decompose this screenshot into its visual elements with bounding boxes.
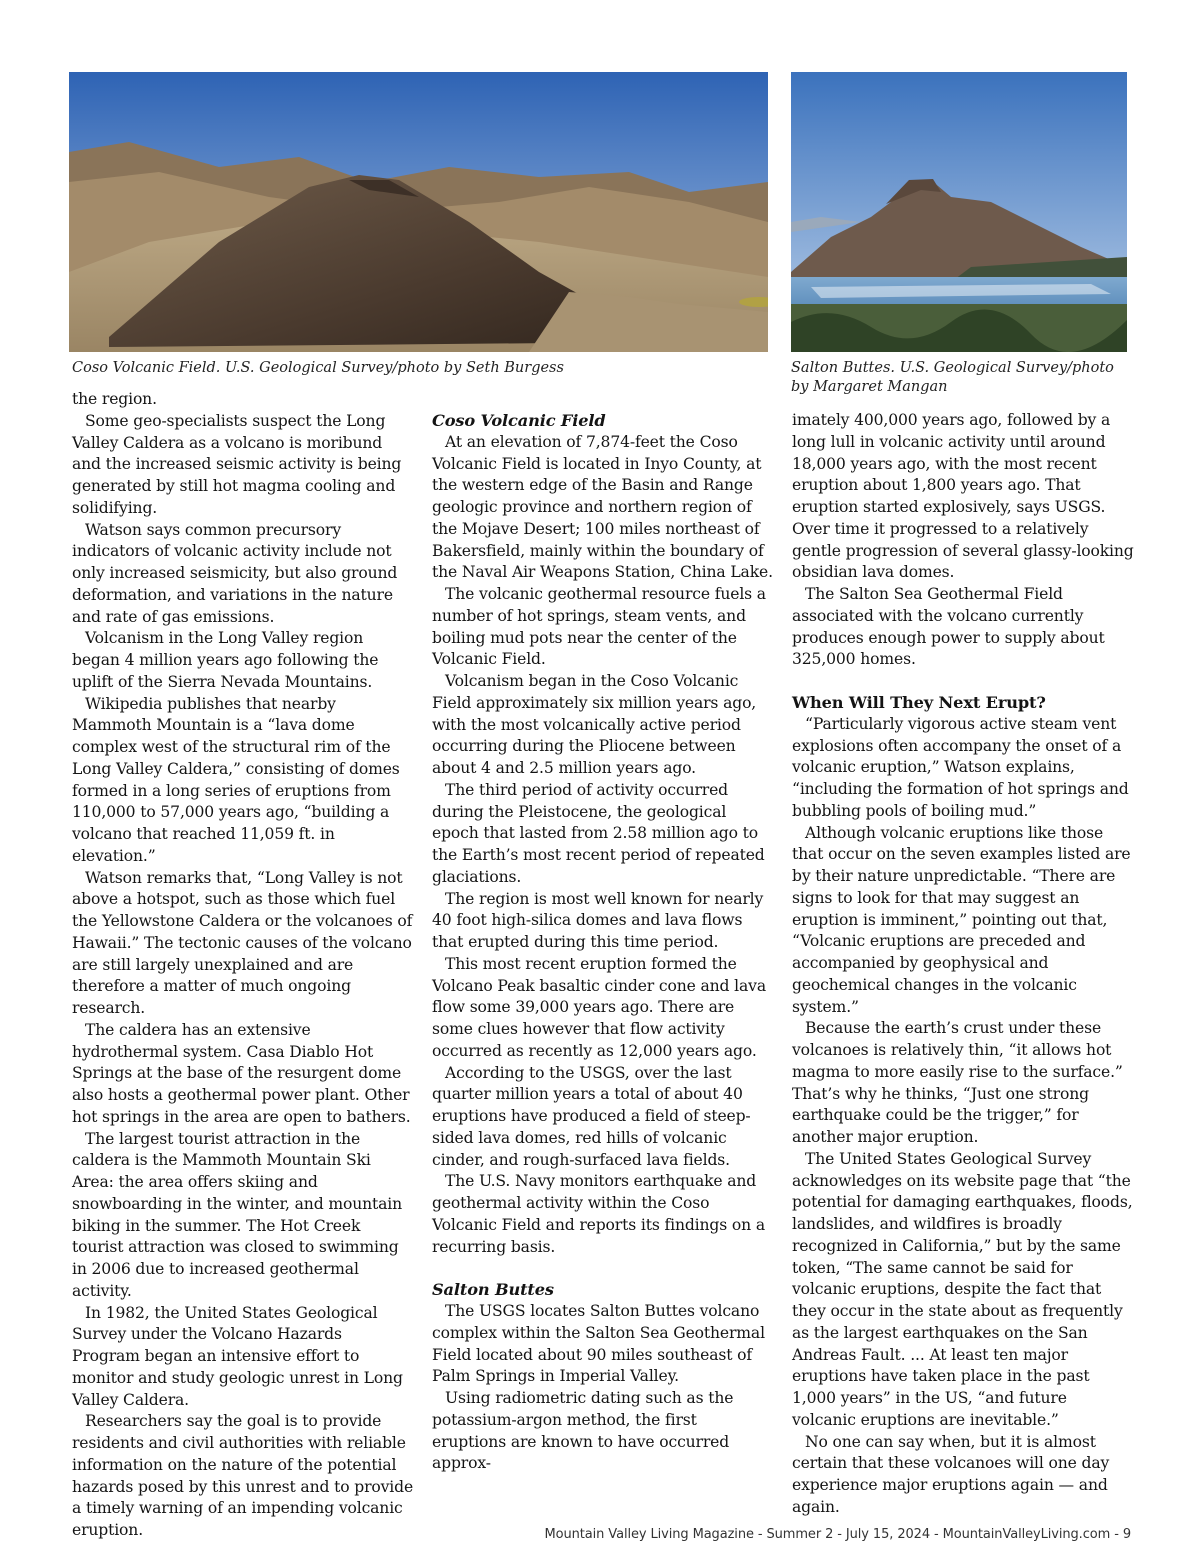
paragraph: Although volcanic eruptions like those that occur on the seven examples listed are by their nature unpredictable. “There are signs to look for that may suggest an eruption is imminent,” pointing out that, “Volcanic eruptions are preceded and accompanied by geophysical and geochemical changes in the volcanic system.” (792, 823, 1131, 1016)
paragraph: The third period of activity occurred during the Pleistocene, the geological epoch that lasted from 2.58 million ago to the Earth’s most recent period of repeated glaciations. (432, 780, 765, 886)
paragraph: Wikipedia publishes that nearby Mammoth Mountain is a “lava dome complex west of the structural rim of the Long Valley Caldera,” consisting of domes formed in a long series of eruptions from 110,000 to 57,000 years ago, “building a volcano that reached 11,059 ft. in elevation.” (72, 694, 400, 865)
paragraph: Researchers say the goal is to provide residents and civil authorities with reliable information on the nature of the potential hazards posed by this unrest and to provide a timely warning of an impending volcanic eruption. (72, 1412, 414, 1539)
paragraph: The largest tourist attraction in the caldera is the Mammoth Mountain Ski Area: the area offers skiing and snowboarding in the winter, and mountain biking in the summer. The Hot Creek tourist attraction was closed to swimming in 2006 due to increased geothermal activity. (72, 1129, 402, 1300)
paragraph: The region is most well known for nearly 40 foot high-silica domes and lava flows that erupted during this time period. (432, 889, 764, 951)
paragraph: The volcanic geothermal resource fuels a number of hot springs, steam vents, and boiling mud pots near the center of the Volcanic Field. (432, 585, 766, 669)
page-footer: Mountain Valley Living Magazine - Summer 2 - July 15, 2024 - MountainValleyLiving.com - 9 (544, 1527, 1131, 1542)
paragraph: No one can say when, but it is almost certain that these volcanoes will one day experience major eruptions again — and again. (792, 1432, 1110, 1516)
paragraph: The U.S. Navy monitors earthquake and geothermal activity within the Coso Volcanic Field and reports its findings on a recurring basis. (432, 1172, 765, 1256)
section-heading-next-erupt: When Will They Next Erupt? (792, 693, 1046, 712)
paragraph: At an elevation of 7,874-feet the Coso Volcanic Field is located in Inyo County, at the western edge of the Basin and Range geologic province and northern region of the Mojave Desert; 100 miles northeast of Bakersfield, mainly within the boundary of the Naval Air Weapons Station, China Lake. (432, 432, 773, 582)
paragraph: “Particularly vigorous active steam vent explosions often accompany the onset of a volcanic eruption,” Watson explains, “including the formation of hot springs and bubbling pools of boiling mud.” (792, 714, 1129, 820)
paragraph: Volcanism in the Long Valley region began 4 million years ago following the uplift of the Sierra Nevada Mountains. (72, 629, 379, 691)
article-column-1 (72, 389, 414, 1542)
paragraph: The United States Geological Survey acknowledges on its website page that “the potential for damaging earthquakes, floods, landslides, and wildfires is broadly recognized in California,” but by the same token, “The same cannot be said for volcanic eruptions, despite the fact that they occur in the state about as frequently as the largest earthquakes on the San Andreas Fault. ... At least ten major eruptions have taken place in the past 1,000 years” in the US, “and future volcanic eruptions are inevitable.” (792, 1149, 1133, 1429)
section-heading-coso: Coso Volcanic Field (432, 411, 606, 430)
coso-volcanic-field-photo (69, 72, 768, 352)
paragraph: Using radiometric dating such as the potassium-argon method, the first eruptions are known to have occurred approx- (432, 1389, 734, 1473)
paragraph: The USGS locates Salton Buttes volcano complex within the Salton Sea Geothermal Field located about 90 miles southeast of Palm Springs in Imperial Valley. (432, 1302, 765, 1386)
salton-photo-caption: Salton Buttes. U.S. Geological Survey/photo by Margaret Mangan (791, 360, 1114, 395)
paragraph: Because the earth’s crust under these volcanoes is relatively thin, “it allows hot magma to more easily rise to the surface.” That’s why he thinks, “Just one strong earthquake could be the trigger,” for another major eruption. (792, 1019, 1123, 1146)
paragraph: The Salton Sea Geothermal Field associated with the volcano currently produces enough power to supply about 325,000 homes. (792, 585, 1105, 669)
paragraph: the region. (72, 390, 157, 408)
article-column-2 (432, 410, 774, 1475)
paragraph: imately 400,000 years ago, followed by a long lull in volcanic activity until around 18,000 years ago, with the most recent eruption about 1,800 years ago. That eruption started explosively, says USGS. Over time it progressed to a relatively gentle progression of several glassy-looking obsidian lava domes. (792, 411, 1134, 582)
article-column-3 (792, 410, 1134, 1519)
paragraph: Watson says common precursory indicators of volcanic activity include not only increased seismicity, but also ground deformation, and variations in the nature and rate of gas emissions. (72, 520, 398, 626)
paragraph: Volcanism began in the Coso Volcanic Field approximately six million years ago, with the most volcanically active period occurring during the Pliocene between about 4 and 2.5 million years ago. (432, 672, 757, 777)
paragraph: The caldera has an extensive hydrothermal system. Casa Diablo Hot Springs at the base of the resurgent dome also hosts a geothermal power plant. Other hot springs in the area are open to bathers. (72, 1020, 411, 1126)
paragraph: In 1982, the United States Geological Survey under the Volcano Hazards Program began an intensive effort to monitor and study geologic unrest in Long Valley Caldera. (72, 1303, 403, 1409)
salton-photo-illustration (791, 72, 1127, 352)
paragraph: Watson remarks that, “Long Valley is not above a hotspot, such as those which fuel the Yellowstone Caldera or the volcanoes of Hawaii.” The tectonic causes of the volcano are still largely unexplained and are therefore a matter of much ongoing research. (72, 868, 413, 1017)
section-heading-salton: Salton Buttes (432, 1280, 554, 1300)
paragraph: According to the USGS, over the last quarter million years a total of about 40 eruptions have produced a field of steep-sided lava domes, red hills of volcanic cinder, and rough-surfaced lava fields. (432, 1063, 751, 1169)
coso-photo-illustration (69, 72, 768, 352)
salton-buttes-photo (791, 72, 1127, 352)
coso-photo-caption: Coso Volcanic Field. U.S. Geological Survey/photo by Seth Burgess (72, 360, 564, 376)
paragraph: Some geo-specialists suspect the Long Valley Caldera as a volcano is moribund and the increased seismic activity is being generated by still hot magma cooling and solidifying. (72, 411, 402, 517)
paragraph: This most recent eruption formed the Volcano Peak basaltic cinder cone and lava flow some 39,000 years ago. There are some clues however that flow activity occurred as recently as 12,000 years ago. (432, 954, 766, 1060)
